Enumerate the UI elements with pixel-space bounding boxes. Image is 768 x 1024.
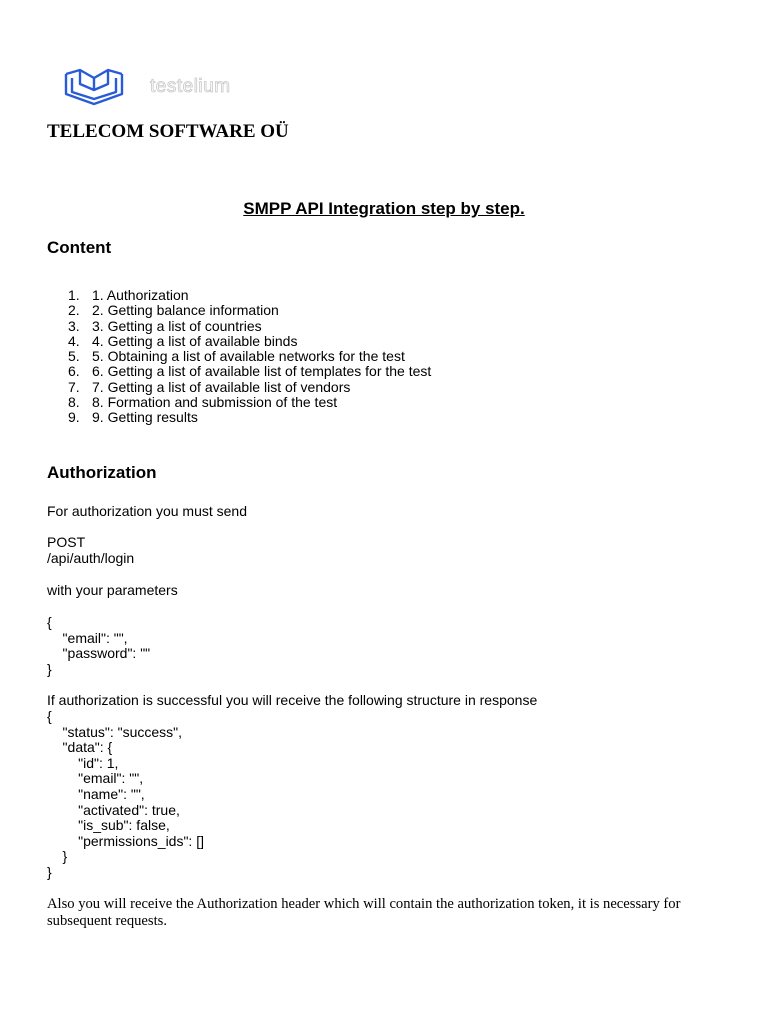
toc-item[interactable] xyxy=(62,410,431,425)
table-of-contents xyxy=(62,288,431,426)
toc-item-number: 4. xyxy=(68,332,80,349)
document-title: SMPP API Integration step by step. xyxy=(243,199,525,218)
authorization-header-note: Also you will receive the Authorization header which will contain the authorization token, it is necessary for subsequent requests. xyxy=(47,896,681,929)
logo-text: testelium xyxy=(150,76,231,97)
toc-item-label: 4. Getting a list of available binds xyxy=(92,332,298,349)
toc-item-label: 8. Formation and submission of the test xyxy=(92,394,338,411)
toc-item-number: 6. xyxy=(68,363,80,380)
toc-item-number: 7. xyxy=(68,378,80,395)
content-heading: Content xyxy=(47,238,112,257)
toc-item-label: 7. Getting a list of available list of vendors xyxy=(92,378,351,395)
toc-item[interactable] xyxy=(62,380,431,395)
toc-item-label: 5. Obtaining a list of available networks for the test xyxy=(92,348,405,365)
toc-item-number: 3. xyxy=(68,317,80,334)
toc-item-number: 1. xyxy=(68,287,80,303)
toc-item[interactable] xyxy=(62,395,431,410)
toc-item[interactable] xyxy=(62,364,431,379)
toc-item[interactable] xyxy=(62,303,431,318)
toc-item-number: 2. xyxy=(68,302,80,319)
toc-item-number: 9. xyxy=(68,409,80,426)
toc-item-label: 6. Getting a list of available list of templates for the test xyxy=(92,363,432,380)
toc-item-label: 2. Getting balance information xyxy=(92,302,279,319)
params-label: with your parameters xyxy=(47,582,178,598)
company-name: TELECOM SOFTWARE OÜ xyxy=(47,121,289,142)
toc-item[interactable] xyxy=(62,349,431,364)
toc-item[interactable] xyxy=(62,288,431,303)
toc-item-label: 9. Getting results xyxy=(92,409,198,426)
toc-item-number: 8. xyxy=(68,394,80,411)
authorization-heading: Authorization xyxy=(47,463,157,482)
http-method: POST xyxy=(47,534,86,550)
endpoint-path: /api/auth/login xyxy=(47,550,135,566)
logo xyxy=(62,66,262,110)
authorization-intro: For authorization you must send xyxy=(47,503,247,519)
toc-item-label: 1. Authorization xyxy=(92,287,189,303)
response-code-block: { "status": "success", "data": { "id": 1, "email": "", "name": "", "activated": true, "is_sub": false, "permissions_ids": [] } } xyxy=(47,708,204,880)
toc-item[interactable] xyxy=(62,319,431,334)
toc-item[interactable] xyxy=(62,334,431,349)
toc-item-label: 3. Getting a list of countries xyxy=(92,317,262,334)
toc-item-number: 5. xyxy=(68,348,80,365)
success-description: If authorization is successful you will receive the following structure in response xyxy=(47,692,538,708)
request-code-block: { "email": "", "password": "" } xyxy=(47,614,151,677)
